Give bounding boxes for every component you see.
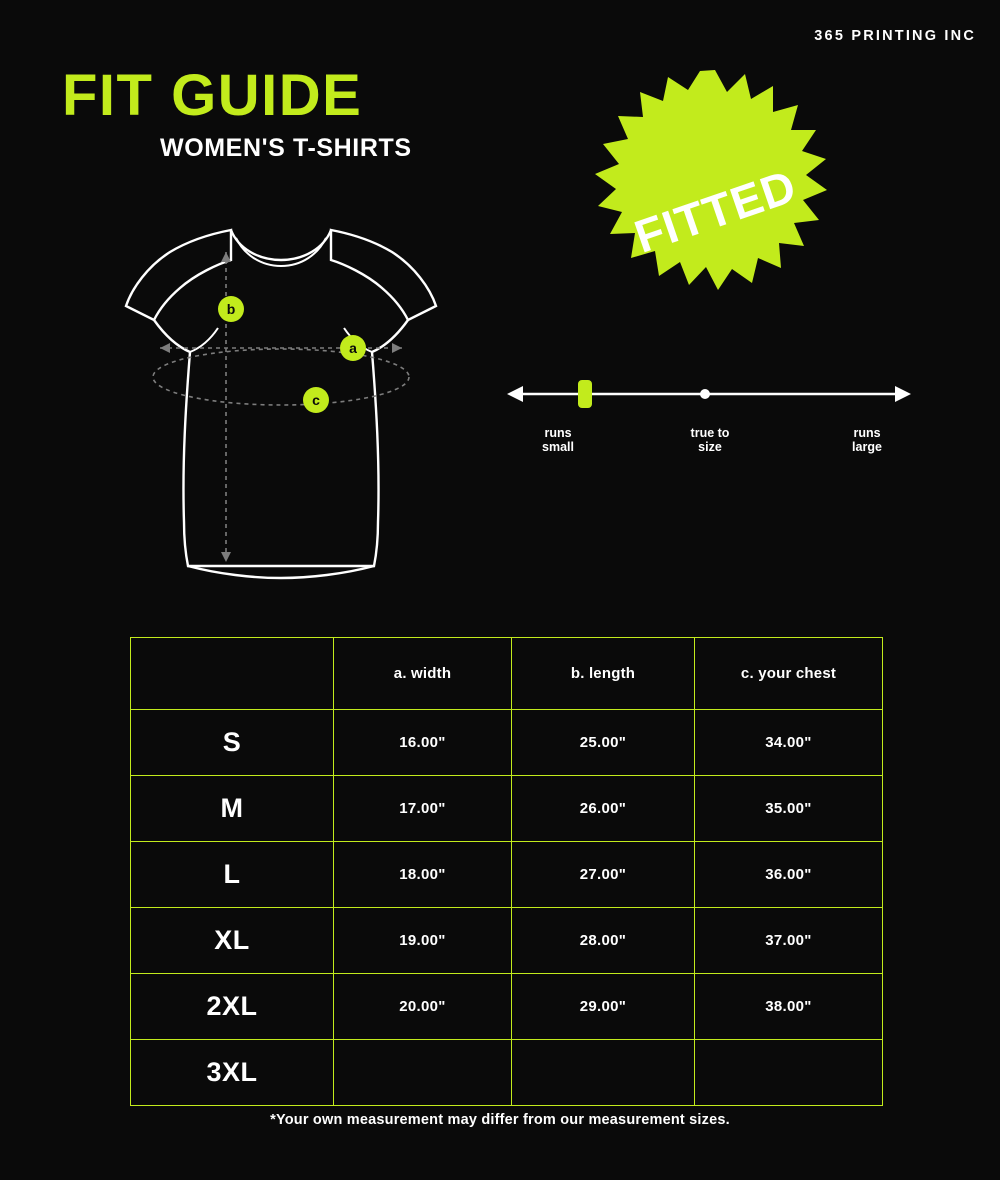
row-width: 20.00" [334,974,512,1040]
row-length: 25.00" [512,710,695,776]
table-header-width: a. width [334,638,512,710]
footnote: *Your own measurement may differ from our measurement sizes. [270,1112,730,1128]
scale-label-large-line2: large [852,440,882,454]
scale-label-large-line1: runs [853,426,881,440]
table-row [131,776,883,842]
row-chest [695,1040,883,1106]
row-chest: 37.00" [695,908,883,974]
tshirt-diagram [118,222,458,582]
brand-label: 365 PRINTING INC [814,28,976,44]
fit-scale-axis-icon [505,370,913,422]
table-row [131,842,883,908]
row-chest: 36.00" [695,842,883,908]
row-width: 18.00" [334,842,512,908]
table-header-size [131,638,334,710]
fitted-label: FITTED [627,159,803,263]
page-subtitle: WOMEN'S T-SHIRTS [160,134,412,162]
row-length [512,1040,695,1106]
fitted-label-wrap [575,68,855,348]
row-width: 19.00" [334,908,512,974]
tshirt-outline-icon [118,222,458,582]
table-row [131,908,883,974]
row-width: 16.00" [334,710,512,776]
table-row [131,710,883,776]
row-length: 29.00" [512,974,695,1040]
header [62,63,412,163]
row-length: 27.00" [512,842,695,908]
row-size: XL [131,908,334,974]
table-row [131,1040,883,1106]
fit-scale [505,370,913,470]
row-size: S [131,710,334,776]
row-size: L [131,842,334,908]
size-table-wrap [130,637,882,1106]
page-title: FIT GUIDE [62,63,363,128]
measure-badge-b: b [218,296,244,322]
scale-label-small-line1: runs [544,426,572,440]
row-width: 17.00" [334,776,512,842]
table-header-row [131,638,883,710]
scale-label-true-line2: size [698,440,722,454]
fit-scale-labels [505,426,913,466]
size-table [130,637,883,1106]
scale-label-true-to-size [660,426,760,454]
table-row [131,974,883,1040]
measure-badge-c: c [303,387,329,413]
table-header-length: b. length [512,638,695,710]
table-header-chest: c. your chest [695,638,883,710]
row-size: M [131,776,334,842]
row-length: 26.00" [512,776,695,842]
row-chest: 35.00" [695,776,883,842]
row-size: 3XL [131,1040,334,1106]
fitted-badge [575,68,855,348]
row-chest: 34.00" [695,710,883,776]
row-size: 2XL [131,974,334,1040]
scale-label-small-line2: small [542,440,574,454]
scale-label-true-line1: true to [690,426,730,440]
row-length: 28.00" [512,908,695,974]
scale-label-runs-small [513,426,603,454]
scale-label-runs-large [825,426,909,454]
measure-badge-a: a [340,335,366,361]
row-chest: 38.00" [695,974,883,1040]
row-width [334,1040,512,1106]
